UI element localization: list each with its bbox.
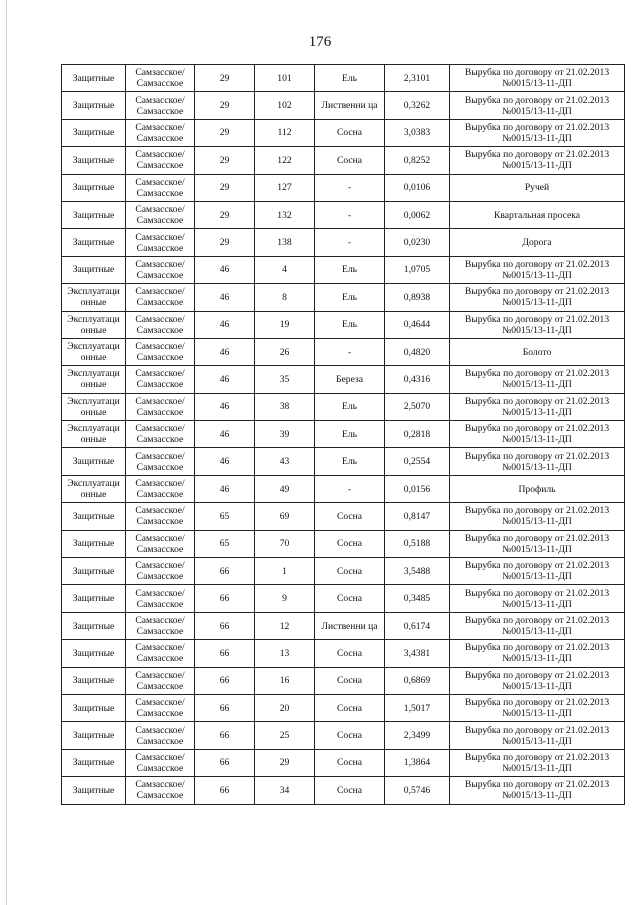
table-row — [62, 393, 625, 420]
cell-forestry: Самзасское/ Самзасское — [126, 777, 195, 804]
cell-note: Вырубка по договору от 21.02.2013 №0015/13-11-ДП — [450, 65, 625, 92]
cell-forestry: Самзасское/ Самзасское — [126, 119, 195, 146]
cell-plot: 39 — [255, 421, 315, 448]
cell-note: Вырубка по договору от 21.02.2013 №0015/13-11-ДП — [450, 612, 625, 639]
cell-plot: 122 — [255, 147, 315, 174]
cell-plot: 101 — [255, 65, 315, 92]
cell-quarter: 46 — [195, 256, 255, 283]
table-row — [62, 749, 625, 776]
cell-species: Лиственни ца — [315, 612, 385, 639]
cell-category: Эксплуатаци онные — [62, 366, 126, 393]
table-row — [62, 65, 625, 92]
cell-category: Защитные — [62, 201, 126, 228]
table-row — [62, 722, 625, 749]
cell-note: Ручей — [450, 174, 625, 201]
cell-category: Защитные — [62, 558, 126, 585]
cell-quarter: 65 — [195, 503, 255, 530]
table-row — [62, 147, 625, 174]
cell-quarter: 66 — [195, 777, 255, 804]
cell-species: - — [315, 174, 385, 201]
cell-forestry: Самзасское/ Самзасское — [126, 201, 195, 228]
cell-species: - — [315, 475, 385, 502]
cell-area: 2,3499 — [385, 722, 450, 749]
cell-quarter: 66 — [195, 749, 255, 776]
cell-plot: 1 — [255, 558, 315, 585]
cell-category: Защитные — [62, 640, 126, 667]
cell-species: Ель — [315, 65, 385, 92]
cell-note: Вырубка по договору от 21.02.2013 №0015/13-11-ДП — [450, 366, 625, 393]
table-row — [62, 585, 625, 612]
cell-quarter: 46 — [195, 338, 255, 365]
cell-forestry: Самзасское/ Самзасское — [126, 311, 195, 338]
cell-forestry: Самзасское/ Самзасское — [126, 393, 195, 420]
table-row — [62, 777, 625, 804]
cell-category: Защитные — [62, 174, 126, 201]
cell-forestry: Самзасское/ Самзасское — [126, 147, 195, 174]
cell-forestry: Самзасское/ Самзасское — [126, 65, 195, 92]
cell-plot: 16 — [255, 667, 315, 694]
cell-plot: 13 — [255, 640, 315, 667]
cell-note: Вырубка по договору от 21.02.2013 №0015/13-11-ДП — [450, 585, 625, 612]
cell-category: Защитные — [62, 229, 126, 256]
table-row — [62, 558, 625, 585]
cell-area: 0,4316 — [385, 366, 450, 393]
cell-note: Вырубка по договору от 21.02.2013 №0015/13-11-ДП — [450, 694, 625, 721]
cell-forestry: Самзасское/ Самзасское — [126, 667, 195, 694]
cell-category: Защитные — [62, 147, 126, 174]
cell-note: Вырубка по договору от 21.02.2013 №0015/13-11-ДП — [450, 421, 625, 448]
cell-area: 0,4644 — [385, 311, 450, 338]
table-row — [62, 640, 625, 667]
cell-species: Лиственни ца — [315, 92, 385, 119]
table-row — [62, 119, 625, 146]
cell-plot: 35 — [255, 366, 315, 393]
cell-note: Вырубка по договору от 21.02.2013 №0015/13-11-ДП — [450, 503, 625, 530]
cell-category: Защитные — [62, 694, 126, 721]
cell-species: Ель — [315, 284, 385, 311]
cell-category: Защитные — [62, 503, 126, 530]
cell-plot: 29 — [255, 749, 315, 776]
cell-species: Ель — [315, 448, 385, 475]
cell-plot: 70 — [255, 530, 315, 557]
cell-quarter: 66 — [195, 640, 255, 667]
cell-species: Сосна — [315, 667, 385, 694]
cell-note: Вырубка по договору от 21.02.2013 №0015/13-11-ДП — [450, 119, 625, 146]
cell-note: Вырубка по договору от 21.02.2013 №0015/13-11-ДП — [450, 722, 625, 749]
scan-edge-line — [6, 0, 7, 905]
cell-quarter: 46 — [195, 421, 255, 448]
cell-note: Болото — [450, 338, 625, 365]
cell-area: 0,0062 — [385, 201, 450, 228]
cell-forestry: Самзасское/ Самзасское — [126, 640, 195, 667]
cell-quarter: 66 — [195, 585, 255, 612]
cell-quarter: 29 — [195, 65, 255, 92]
cell-plot: 20 — [255, 694, 315, 721]
cell-forestry: Самзасское/ Самзасское — [126, 366, 195, 393]
cell-quarter: 29 — [195, 119, 255, 146]
table-row — [62, 201, 625, 228]
cell-plot: 12 — [255, 612, 315, 639]
cell-forestry: Самзасское/ Самзасское — [126, 174, 195, 201]
cell-area: 0,3262 — [385, 92, 450, 119]
table-row — [62, 612, 625, 639]
cell-category: Защитные — [62, 585, 126, 612]
cell-note: Вырубка по договору от 21.02.2013 №0015/13-11-ДП — [450, 92, 625, 119]
cell-note: Профиль — [450, 475, 625, 502]
cell-species: Сосна — [315, 585, 385, 612]
cell-category: Эксплуатаци онные — [62, 311, 126, 338]
cell-plot: 127 — [255, 174, 315, 201]
cell-quarter: 46 — [195, 366, 255, 393]
cell-note: Вырубка по договору от 21.02.2013 №0015/13-11-ДП — [450, 393, 625, 420]
cell-area: 1,0705 — [385, 256, 450, 283]
cell-area: 0,3485 — [385, 585, 450, 612]
cell-category: Защитные — [62, 667, 126, 694]
cell-note: Вырубка по договору от 21.02.2013 №0015/13-11-ДП — [450, 147, 625, 174]
cell-forestry: Самзасское/ Самзасское — [126, 229, 195, 256]
cell-category: Защитные — [62, 777, 126, 804]
cell-quarter: 29 — [195, 174, 255, 201]
cell-area: 2,3101 — [385, 65, 450, 92]
cell-quarter: 66 — [195, 667, 255, 694]
cell-note: Вырубка по договору от 21.02.2013 №0015/13-11-ДП — [450, 667, 625, 694]
cell-category: Эксплуатаци онные — [62, 393, 126, 420]
cell-forestry: Самзасское/ Самзасское — [126, 722, 195, 749]
cell-category: Защитные — [62, 722, 126, 749]
table-row — [62, 667, 625, 694]
cell-species: Сосна — [315, 530, 385, 557]
cell-species: Сосна — [315, 777, 385, 804]
cell-note: Квартальная просека — [450, 201, 625, 228]
table-row — [62, 475, 625, 502]
cell-plot: 69 — [255, 503, 315, 530]
cell-note: Вырубка по договору от 21.02.2013 №0015/13-11-ДП — [450, 448, 625, 475]
cell-note: Вырубка по договору от 21.02.2013 №0015/13-11-ДП — [450, 256, 625, 283]
cell-plot: 138 — [255, 229, 315, 256]
cell-species: Сосна — [315, 694, 385, 721]
cell-area: 3,4381 — [385, 640, 450, 667]
cell-area: 0,2818 — [385, 421, 450, 448]
cell-quarter: 29 — [195, 92, 255, 119]
cell-quarter: 66 — [195, 722, 255, 749]
cell-area: 1,3864 — [385, 749, 450, 776]
table-row — [62, 530, 625, 557]
cell-forestry: Самзасское/ Самзасское — [126, 421, 195, 448]
cell-species: Сосна — [315, 119, 385, 146]
cell-quarter: 46 — [195, 393, 255, 420]
cell-species: Сосна — [315, 503, 385, 530]
cell-plot: 38 — [255, 393, 315, 420]
cell-plot: 4 — [255, 256, 315, 283]
table-body — [62, 65, 625, 805]
cell-area: 1,5017 — [385, 694, 450, 721]
table-row — [62, 366, 625, 393]
table-row — [62, 421, 625, 448]
cell-forestry: Самзасское/ Самзасское — [126, 256, 195, 283]
cell-forestry: Самзасское/ Самзасское — [126, 92, 195, 119]
cell-category: Защитные — [62, 256, 126, 283]
table-row — [62, 311, 625, 338]
cell-plot: 34 — [255, 777, 315, 804]
cell-note: Вырубка по договору от 21.02.2013 №0015/13-11-ДП — [450, 777, 625, 804]
cell-area: 0,4820 — [385, 338, 450, 365]
cell-quarter: 46 — [195, 475, 255, 502]
cell-area: 0,0230 — [385, 229, 450, 256]
page-number: 176 — [308, 34, 332, 50]
cell-forestry: Самзасское/ Самзасское — [126, 585, 195, 612]
cell-area: 3,5488 — [385, 558, 450, 585]
cell-quarter: 29 — [195, 201, 255, 228]
cell-quarter: 66 — [195, 612, 255, 639]
cell-species: Ель — [315, 311, 385, 338]
cell-forestry: Самзасское/ Самзасское — [126, 530, 195, 557]
cell-forestry: Самзасское/ Самзасское — [126, 503, 195, 530]
cell-plot: 112 — [255, 119, 315, 146]
cell-category: Эксплуатаци онные — [62, 338, 126, 365]
cell-area: 0,2554 — [385, 448, 450, 475]
cell-forestry: Самзасское/ Самзасское — [126, 694, 195, 721]
cell-species: Ель — [315, 256, 385, 283]
cell-category: Защитные — [62, 530, 126, 557]
table-row — [62, 229, 625, 256]
cell-plot: 102 — [255, 92, 315, 119]
forest-plots-table — [61, 64, 625, 805]
cell-species: Ель — [315, 421, 385, 448]
cell-quarter: 66 — [195, 558, 255, 585]
cell-category: Эксплуатаци онные — [62, 475, 126, 502]
cell-species: Ель — [315, 393, 385, 420]
cell-plot: 9 — [255, 585, 315, 612]
cell-category: Защитные — [62, 448, 126, 475]
cell-species: Сосна — [315, 558, 385, 585]
cell-species: Сосна — [315, 640, 385, 667]
cell-forestry: Самзасское/ Самзасское — [126, 475, 195, 502]
cell-species: Сосна — [315, 722, 385, 749]
cell-category: Защитные — [62, 92, 126, 119]
cell-quarter: 65 — [195, 530, 255, 557]
cell-plot: 26 — [255, 338, 315, 365]
cell-quarter: 29 — [195, 229, 255, 256]
cell-species: - — [315, 229, 385, 256]
cell-species: Сосна — [315, 147, 385, 174]
table-row — [62, 503, 625, 530]
cell-area: 0,5188 — [385, 530, 450, 557]
cell-category: Эксплуатаци онные — [62, 284, 126, 311]
cell-plot: 8 — [255, 284, 315, 311]
cell-note: Вырубка по договору от 21.02.2013 №0015/13-11-ДП — [450, 749, 625, 776]
cell-plot: 132 — [255, 201, 315, 228]
cell-area: 0,6869 — [385, 667, 450, 694]
cell-category: Защитные — [62, 65, 126, 92]
cell-quarter: 66 — [195, 694, 255, 721]
cell-forestry: Самзасское/ Самзасское — [126, 448, 195, 475]
table-row — [62, 256, 625, 283]
cell-category: Защитные — [62, 119, 126, 146]
cell-forestry: Самзасское/ Самзасское — [126, 558, 195, 585]
cell-species: - — [315, 338, 385, 365]
cell-area: 3,0383 — [385, 119, 450, 146]
cell-note: Вырубка по договору от 21.02.2013 №0015/13-11-ДП — [450, 530, 625, 557]
cell-quarter: 29 — [195, 147, 255, 174]
cell-forestry: Самзасское/ Самзасское — [126, 612, 195, 639]
table-row — [62, 448, 625, 475]
cell-forestry: Самзасское/ Самзасское — [126, 749, 195, 776]
cell-quarter: 46 — [195, 284, 255, 311]
table-row — [62, 174, 625, 201]
cell-plot: 25 — [255, 722, 315, 749]
table-row — [62, 338, 625, 365]
table-row — [62, 284, 625, 311]
cell-area: 0,0106 — [385, 174, 450, 201]
cell-category: Защитные — [62, 612, 126, 639]
cell-area: 0,8147 — [385, 503, 450, 530]
cell-note: Вырубка по договору от 21.02.2013 №0015/13-11-ДП — [450, 558, 625, 585]
cell-species: Сосна — [315, 749, 385, 776]
cell-area: 0,5746 — [385, 777, 450, 804]
cell-area: 0,0156 — [385, 475, 450, 502]
cell-area: 0,8938 — [385, 284, 450, 311]
cell-plot: 43 — [255, 448, 315, 475]
cell-category: Эксплуатаци онные — [62, 421, 126, 448]
cell-area: 0,8252 — [385, 147, 450, 174]
cell-forestry: Самзасское/ Самзасское — [126, 338, 195, 365]
cell-quarter: 46 — [195, 311, 255, 338]
cell-note: Вырубка по договору от 21.02.2013 №0015/13-11-ДП — [450, 640, 625, 667]
cell-note: Дорога — [450, 229, 625, 256]
cell-note: Вырубка по договору от 21.02.2013 №0015/13-11-ДП — [450, 284, 625, 311]
cell-area: 0,6174 — [385, 612, 450, 639]
cell-plot: 49 — [255, 475, 315, 502]
table-row — [62, 92, 625, 119]
cell-forestry: Самзасское/ Самзасское — [126, 284, 195, 311]
cell-category: Защитные — [62, 749, 126, 776]
cell-species: - — [315, 201, 385, 228]
cell-area: 2,5070 — [385, 393, 450, 420]
cell-quarter: 46 — [195, 448, 255, 475]
cell-plot: 19 — [255, 311, 315, 338]
table-row — [62, 694, 625, 721]
cell-note: Вырубка по договору от 21.02.2013 №0015/13-11-ДП — [450, 311, 625, 338]
cell-species: Береза — [315, 366, 385, 393]
